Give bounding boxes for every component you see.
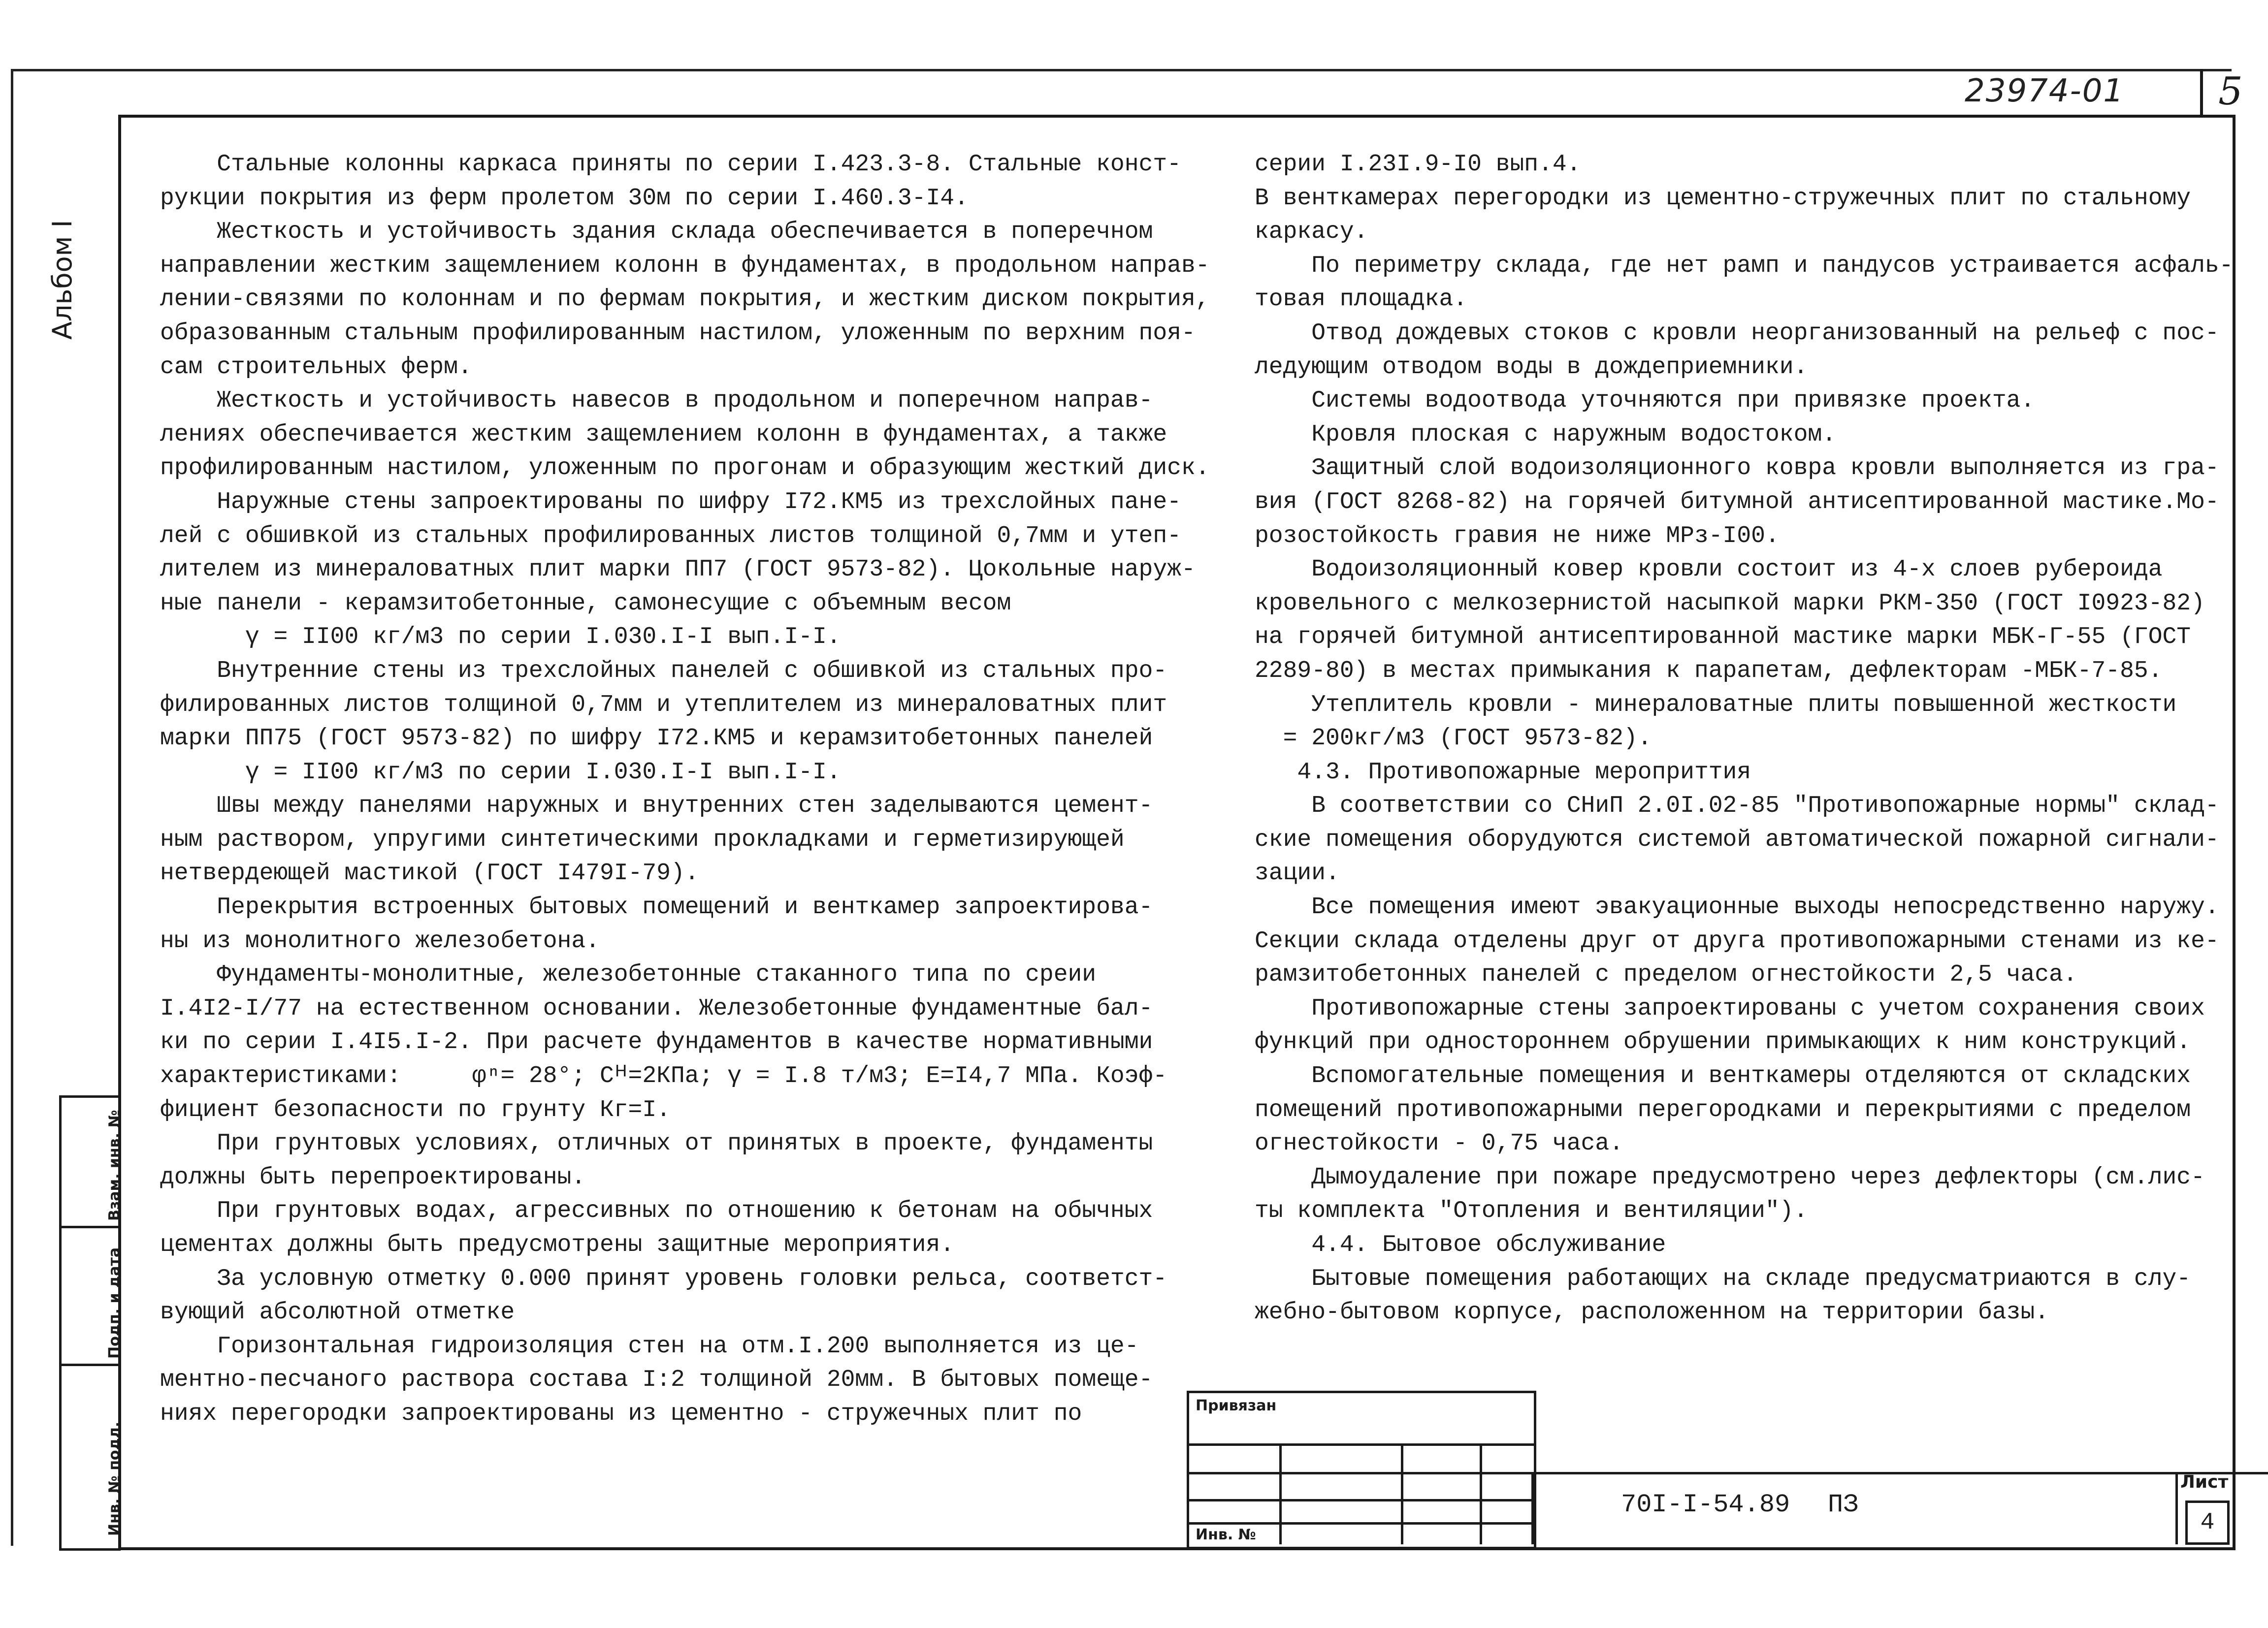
text-line: лей с обшивкой из стальных профилированных листов толщиной 0,7мм и утеп- bbox=[160, 522, 1181, 549]
text-line: 4.4. Бытовое обслуживание bbox=[1255, 1232, 1666, 1258]
text-line: 2289-80) в местах примыкания к парапетам, дефлекторам -МБК-7-85. bbox=[1255, 657, 2163, 684]
text-line: серии I.23I.9-I0 вып.4. bbox=[1255, 151, 1581, 178]
text-line: нетвердеющей мастикой (ГОСТ I479I-79). bbox=[160, 860, 699, 887]
text-line: огнестойкости - 0,75 часа. bbox=[1255, 1130, 1623, 1157]
text-line: Жесткость и устойчивость навесов в продольном и поперечном направ- bbox=[160, 387, 1153, 415]
text-line: марки ПП75 (ГОСТ 9573-82) по шифру I72.КМ5 и керамзитобетонных панелей bbox=[160, 725, 1153, 752]
text-line: помещений противопожарными перегородками и перекрытиями с пределом bbox=[1255, 1096, 2191, 1123]
text-line: 4.3. Противопожарные мероприттия bbox=[1255, 759, 1751, 786]
corner-sheet-number: 5 bbox=[2200, 69, 2258, 115]
text-line: ментно-песчаного раствора состава I:2 толщиной 20мм. В бытовых помеще- bbox=[160, 1367, 1153, 1394]
stamp-divider bbox=[62, 1226, 121, 1228]
text-line: профилированным настилом, уложенным по прогонам и образующим жесткий диск. bbox=[160, 455, 1210, 482]
text-line: функций при одностороннем обрушении примыкающих к ним конструкций. bbox=[1255, 1029, 2191, 1056]
text-line: Все помещения имеют эвакуационные выходы непосредственно наружу. bbox=[1255, 894, 2219, 921]
text-line: При грунтовых условиях, отличных от принятых в проекте, фундаменты bbox=[160, 1130, 1153, 1157]
text-line: Швы между панелями наружных и внутренних стен заделываются цемент- bbox=[160, 793, 1153, 820]
outer-frame-left bbox=[11, 69, 13, 1546]
text-line: фициент безопасности по грунту Кг=I. bbox=[160, 1096, 671, 1123]
text-line: ниях перегородки запроектированы из цементно - стружечных плит по bbox=[160, 1400, 1082, 1427]
text-line: В соответствии со СНиП 2.0I.02-85 "Противопожарные нормы" склад- bbox=[1255, 793, 2219, 820]
text-line: вия (ГОСТ 8268-82) на горячей битумной антисептированной мастике.Мо- bbox=[1255, 488, 2219, 515]
archive-number: 23974-01 bbox=[1965, 73, 2125, 109]
text-line: Внутренние стены из трехслойных панелей с обшивкой из стальных про- bbox=[160, 657, 1167, 684]
text-line: ки по серии I.4I5.I-2. При расчете фундаментов в качестве нормативными bbox=[160, 1029, 1153, 1056]
text-line: сам строительных ферм. bbox=[160, 353, 472, 381]
text-line: ны из монолитного железобетона. bbox=[160, 927, 600, 955]
text-line: должны быть перепроектированы. bbox=[160, 1164, 586, 1191]
text-line: кровельного с мелкозернистой насыпкой марки РКМ-350 (ГОСТ I0923-82) bbox=[1255, 590, 2205, 617]
document-code: 70I-I-54.89 bbox=[1621, 1490, 1790, 1519]
text-line: характеристиками: φⁿ= 28°; Cᴴ=2КПа; γ = I.8 т/м3; E=I4,7 МПа. Коэф- bbox=[160, 1063, 1167, 1090]
outer-frame-top bbox=[11, 69, 2232, 71]
text-line: Стальные колонны каркаса приняты по серии I.423.3-8. Стальные конст- bbox=[160, 151, 1181, 178]
text-line: направлении жестким защемлением колонн в фундаментах, в продольном направ- bbox=[160, 252, 1210, 279]
text-line: Горизонтальная гидроизоляция стен на отм.I.200 выполняется из це- bbox=[160, 1333, 1139, 1360]
text-line: В венткамерах перегородки из цементно-стружечных плит по стальному bbox=[1255, 185, 2191, 212]
album-label: Альбом I bbox=[47, 220, 78, 340]
right-text-column bbox=[1255, 148, 2234, 1330]
text-line: За условную отметку 0.000 принят уровень головки рельса, соответст- bbox=[160, 1265, 1167, 1292]
text-line: филированных листов толщиной 0,7мм и утеплителем из минераловатных плит bbox=[160, 691, 1167, 718]
left-text-column bbox=[160, 148, 1210, 1431]
text-line: цементах должны быть предусмотрены защитные мероприятия. bbox=[160, 1232, 955, 1258]
text-line: Кровля плоская с наружным водостоком. bbox=[1255, 421, 1836, 448]
title-block-top-line bbox=[1187, 1472, 2268, 1474]
tied-label: Привязан bbox=[1196, 1397, 1277, 1414]
sheet-number: 4 bbox=[2185, 1500, 2230, 1545]
text-line: γ = II00 кг/м3 по серии I.030.I-I вып.I-I. bbox=[160, 759, 841, 786]
text-line: ты комплекта "Отопления и вентиляции"). bbox=[1255, 1198, 1808, 1225]
stamp-divider bbox=[62, 1364, 121, 1366]
text-line: Противопожарные стены запроектированы с учетом сохранения своих bbox=[1255, 995, 2205, 1022]
text-line: Утеплитель кровли - минераловатные плиты повышенной жесткости bbox=[1255, 691, 2177, 718]
text-line: Бытовые помещения работающих на складе предусматриаются в слу- bbox=[1255, 1265, 2191, 1292]
text-line: каркасу. bbox=[1255, 219, 1368, 246]
text-line: Перекрытия встроенных бытовых помещений и венткамер запроектирова- bbox=[160, 894, 1153, 921]
document-type: ПЗ bbox=[1828, 1490, 1859, 1519]
text-line: По периметру склада, где нет рамп и пандусов устраивается асфаль- bbox=[1255, 252, 2234, 279]
text-line: При грунтовых водах, агрессивных по отношению к бетонам на обычных bbox=[160, 1198, 1153, 1225]
text-line: Фундаменты-монолитные, железобетонные стаканного типа по срeии bbox=[160, 961, 1097, 989]
text-line: рукции покрытия из ферм пролетом 30м по серии I.460.3-I4. bbox=[160, 185, 969, 212]
tied-stamp-box bbox=[1187, 1391, 1536, 1549]
text-line: Дымоудаление при пожаре предусмотрено через дефлекторы (см.лис- bbox=[1255, 1164, 2205, 1191]
stamp-label-sign-date: Подп. и дата bbox=[106, 1247, 123, 1359]
text-line: Защитный слой водоизоляционного ковра кровли выполняется из гра- bbox=[1255, 455, 2219, 482]
text-line: товая площадка. bbox=[1255, 286, 1468, 313]
text-line: I.4I2-I/77 на естественном основании. Железобетонные фундаментные бал- bbox=[160, 995, 1153, 1022]
text-line: лениях обеспечивается жестким защемлением колонн в фундаментах, а также bbox=[160, 421, 1167, 448]
text-line: Жесткость и устойчивость здания склада обеспечивается в поперечном bbox=[160, 219, 1153, 246]
text-line: Системы водоотвода уточняются при привязке проекта. bbox=[1255, 387, 2035, 415]
stamp-label-inv-podl: Инв. № подл. bbox=[106, 1421, 123, 1536]
sheet-label: Лист bbox=[2180, 1472, 2229, 1492]
text-line: γ = II00 кг/м3 по серии I.030.I-I вып.I-I. bbox=[160, 624, 841, 651]
text-line: ным раствором, упругими синтетическими прокладками и герметизирующей bbox=[160, 826, 1125, 853]
text-line: ные панели - керамзитобетонные, самонесущие с объемным весом bbox=[160, 590, 1011, 617]
text-line: лителем из минераловатных плит марки ПП7 (ГОСТ 9573-82). Цокольные наруж- bbox=[160, 556, 1196, 583]
text-line: ские помещения оборудуются системой автоматической пожарной сигнали- bbox=[1255, 826, 2219, 853]
text-line: лении-связями по колоннам и по фермам покрытия, и жестким диском покрытия, bbox=[160, 286, 1210, 313]
text-line: зации. bbox=[1255, 860, 1340, 887]
text-line: розостойкость гравия не ниже МРз-I00. bbox=[1255, 522, 1780, 549]
text-line: на горячей битумной антисептированной мастике марки МБК-Г-55 (ГОСТ bbox=[1255, 624, 2191, 651]
text-line: жебно-бытовом корпусе, расположенном на территории базы. bbox=[1255, 1299, 2049, 1326]
text-line: Водоизоляционный ковер кровли состоит из 4-х слоев рубероида bbox=[1255, 556, 2163, 583]
inv-label: Инв. № bbox=[1196, 1526, 1256, 1543]
text-line: рамзитобетонных панелей с пределом огнестойкости 2,5 часа. bbox=[1255, 961, 2077, 989]
text-line: = 200кг/м3 (ГОСТ 9573-82). bbox=[1255, 725, 1652, 752]
text-line: ледующим отводом воды в дождеприемники. bbox=[1255, 353, 1808, 381]
text-line: Секции склада отделены друг от друга противопожарными стенами из ке- bbox=[1255, 927, 2219, 955]
stamp-label-inv-replace: Взам. инв. № bbox=[106, 1110, 123, 1221]
side-stamp bbox=[59, 1095, 121, 1551]
text-line: образованным стальным профилированным настилом, уложенным по верхним поя- bbox=[160, 319, 1196, 347]
text-line: Отвод дождевых стоков с кровли неорганизованный на рельеф с пос- bbox=[1255, 319, 2219, 347]
text-line: Наружные стены запроектированы по шифру I72.КМ5 из трехслойных пане- bbox=[160, 488, 1181, 515]
text-line: вующий абсолютной отметке bbox=[160, 1299, 515, 1326]
text-line: Вспомогательные помещения и венткамеры отделяются от складских bbox=[1255, 1063, 2191, 1090]
